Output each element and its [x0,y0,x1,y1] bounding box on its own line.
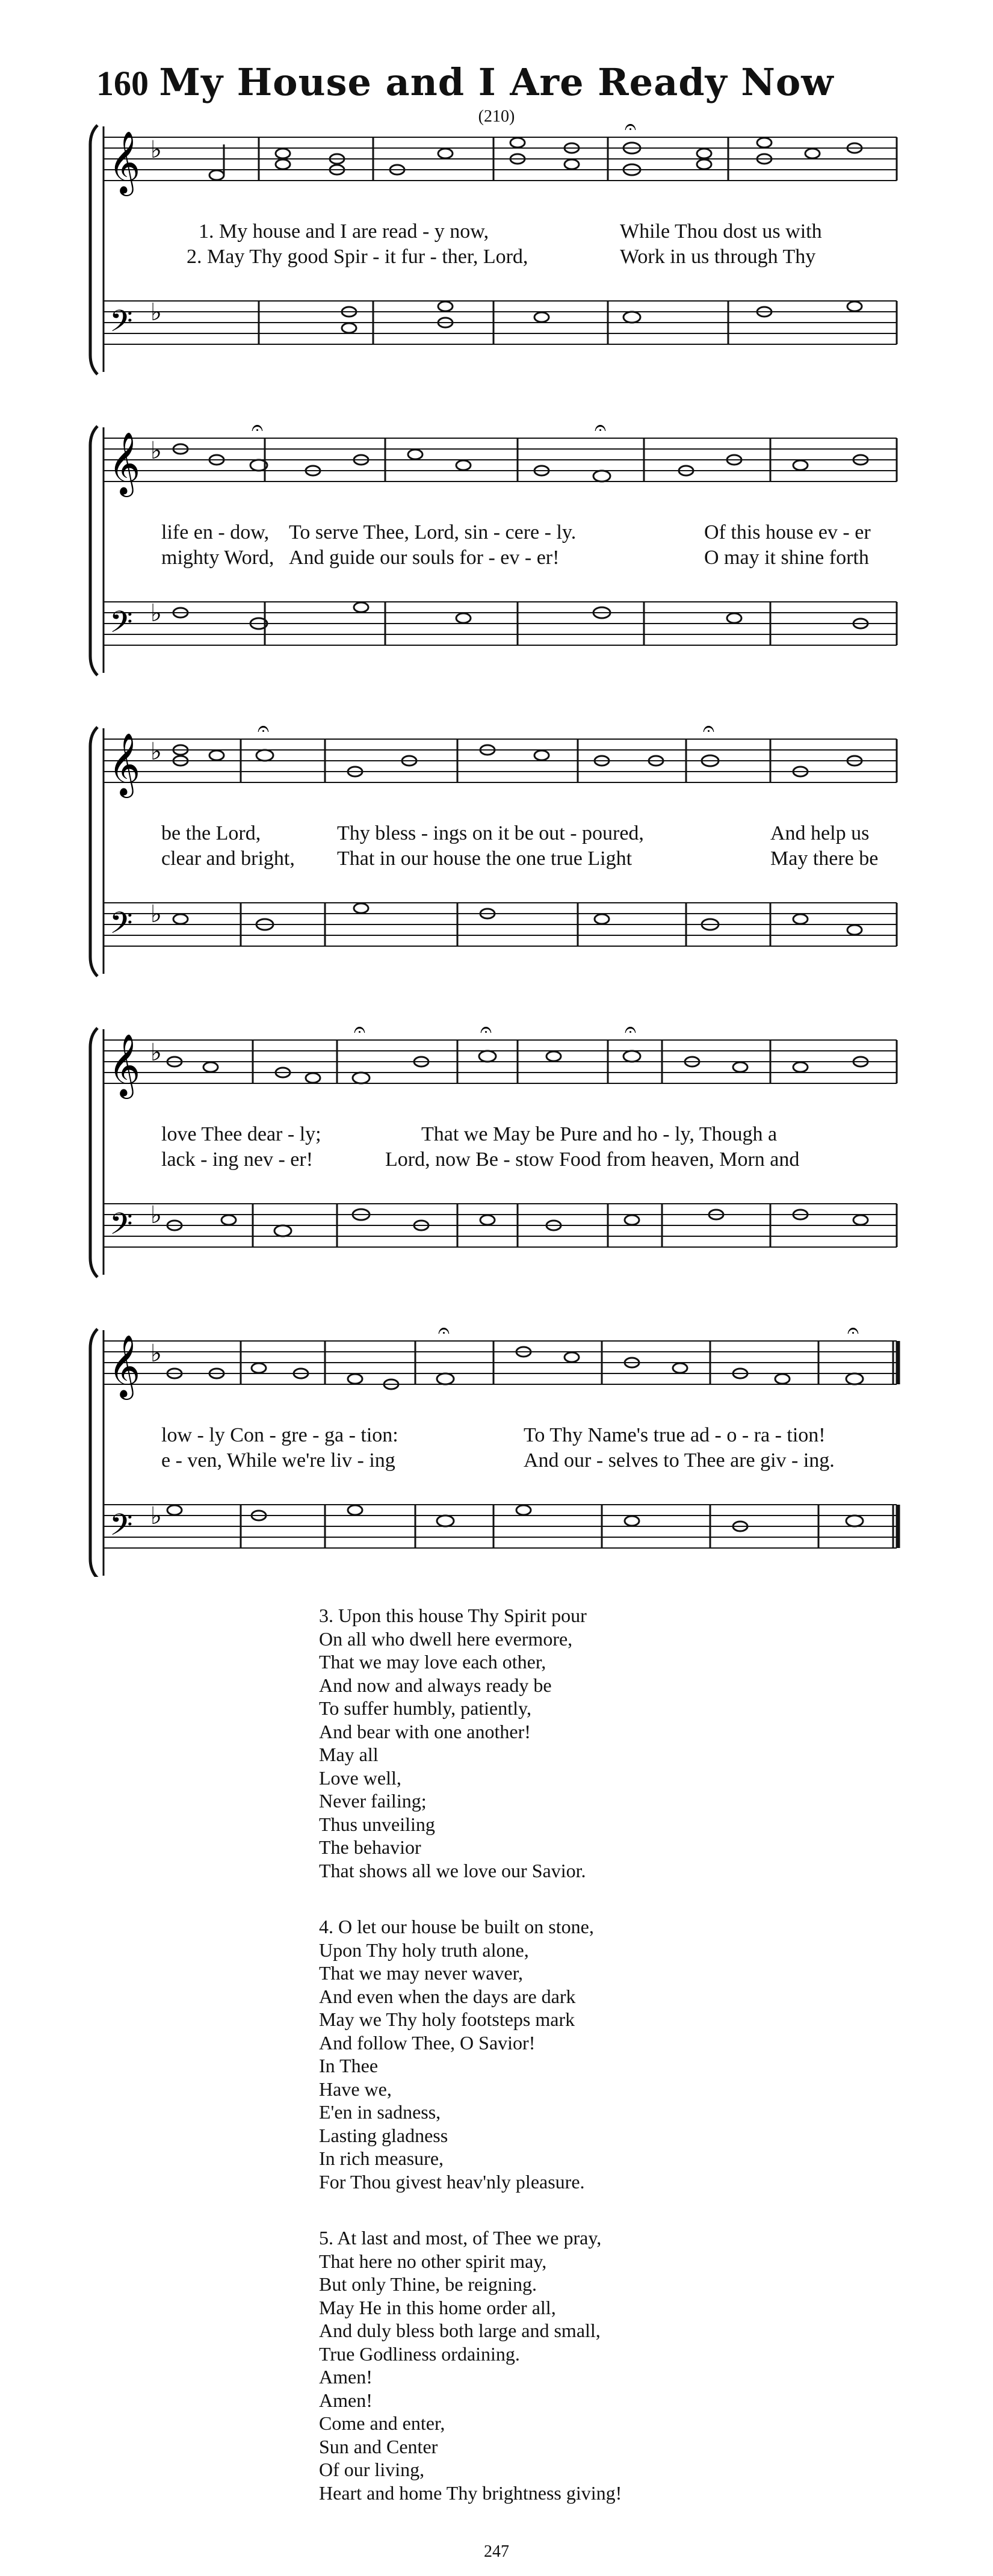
stanza-line: And follow Thee, O Savior! [319,2031,536,2054]
page-number: 247 [484,2542,509,2561]
stanza-line: E'en in sadness, [319,2101,441,2123]
bass-clef-icon: 𝄢 [110,907,133,947]
additional-stanzas [319,1604,861,2537]
stanza-line: In Thee [319,2055,379,2076]
fermata-icon: 𝄐 [595,417,606,439]
stanza-line: May we Thy holy footsteps mark [319,2008,575,2030]
stanza-line: That we may never waver, [319,1962,523,1984]
bass-staff [104,1505,897,1548]
lyric-line-verse2: Lord, now Be - stow Food from heaven, Morn and [385,1148,800,1171]
flat-key-signature-icon: ♭ [150,1201,162,1228]
treble-staff [104,137,897,181]
bass-staff [104,903,897,946]
stanza-line: 5. At last and most, of Thee we pray, [319,2227,602,2249]
flat-key-signature-icon: ♭ [150,900,162,927]
stanza-line: And now and always ready be [319,1674,552,1696]
treble-clef-icon: 𝄞 [108,434,141,494]
stanza-line: The behavior [319,1836,421,1858]
lyric-line-verse2: O may it shine forth [704,546,869,569]
stanza-line: Thus unveiling [319,1813,435,1835]
stanza-line: Upon Thy holy truth alone, [319,1939,529,1961]
treble-staff [104,739,897,782]
treble-staff [104,1341,897,1384]
stanza-line: That we may love each other, [319,1651,546,1673]
stanza-line: Love well, [319,1766,401,1789]
stanza-line: Lasting gladness [319,2124,448,2146]
flat-key-signature-icon: ♭ [150,738,162,765]
stanza-line: True Godliness ordaining. [319,2342,520,2365]
lyric-line-verse2: mighty Word, [161,546,274,569]
lyric-line-verse1: That we May be Pure and ho - ly, Though a [421,1123,778,1145]
lyric-line-verse1: Of this house ev - er [704,521,871,543]
music-system-2 [90,417,897,675]
fermata-icon: 𝄐 [480,1019,492,1041]
music-system-4 [90,1019,897,1277]
bass-clef-icon: 𝄢 [110,1208,133,1248]
lyric-line-verse1: To Thy Name's true ad - o - ra - tion! [524,1424,826,1446]
lyric-line-verse1: love Thee dear - ly; [161,1123,321,1145]
fermata-icon: 𝄐 [438,1320,450,1342]
bass-clef-icon: 𝄢 [110,1509,133,1549]
stanza-line: Of our living, [319,2459,425,2480]
lyric-line-verse2: May there be [770,847,879,870]
stanza-line: On all who dwell here evermore, [319,1627,573,1650]
stanza-line: To suffer humbly, patiently, [319,1697,531,1719]
music-system-1 [90,116,897,374]
stanza-line: 3. Upon this house Thy Spirit pour [319,1605,587,1626]
stanza-3 [319,1604,861,1882]
fermata-icon: 𝄐 [703,718,714,740]
lyric-line-verse1: And help us [770,822,870,844]
fermata-icon: 𝄐 [252,417,263,439]
lyric-line-verse2: Work in us through Thy [620,246,816,268]
stanza-line: That shows all we love our Savior. [319,1859,586,1881]
hymn-number: 160 [96,64,149,103]
fermata-icon: 𝄐 [625,1019,636,1041]
system-brace [90,1329,104,1577]
stanza-line: And duly bless both large and small, [319,2320,601,2341]
lyric-line-verse1: While Thou dost us with [620,220,822,243]
stanza-line: Amen! [319,2366,373,2388]
stanza-line: That here no other spirit may, [319,2250,547,2272]
system-brace [90,727,104,976]
flat-key-signature-icon: ♭ [150,437,162,464]
stanza-line: Amen! [319,2389,373,2411]
treble-staff [104,1040,897,1083]
bass-staff [104,602,897,645]
treble-staff [104,438,897,481]
treble-clef-icon: 𝄞 [108,1036,141,1095]
lyric-line-verse2: And our - selves to Thee are giv - ing. [524,1449,835,1472]
lyric-line-verse2: 2. May Thy good Spir - it fur - ther, Lord, [187,246,528,268]
fermata-icon: 𝄐 [354,1019,365,1041]
stanza-line: Come and enter, [319,2412,445,2434]
music-system-5 [90,1320,898,1577]
stanza-line: And even when the days are dark [319,1985,576,2007]
lyric-line-verse1: Thy bless - ings on it be out - poured, [337,822,644,844]
fermata-icon: 𝄐 [258,718,269,740]
hymn-title: My House and I Are Ready Now [159,60,834,104]
bass-staff [104,301,897,344]
stanza-4 [319,1915,861,2193]
bass-clef-icon: 𝄢 [110,305,133,345]
stanza-line: But only Thine, be reigning. [319,2273,537,2295]
lyric-line-verse2: lack - ing nev - er! [161,1148,314,1171]
stanza-line: And bear with one another! [319,1720,531,1742]
bass-staff [104,1204,897,1247]
lyric-line-verse1: be the Lord, [161,822,261,844]
stanza-line: Sun and Center [319,2435,438,2457]
stanza-line: Have we, [319,2078,392,2100]
flat-key-signature-icon: ♭ [150,299,162,326]
treble-clef-icon: 𝄞 [108,133,141,193]
fermata-icon: 𝄐 [625,116,636,138]
stanza-line: In rich measure, [319,2147,444,2169]
lyric-line-verse1: 1. My house and I are read - y now, [199,220,489,243]
flat-key-signature-icon: ♭ [150,1340,162,1367]
lyric-line-verse1: low - ly Con - gre - ga - tion: [161,1424,398,1446]
stanza-line: May all [319,1744,379,1765]
stanza-line: For Thou givest heav'nly pleasure. [319,2170,585,2193]
system-brace [90,426,104,675]
system-brace [90,1028,104,1277]
lyric-line-verse2: clear and bright, [161,847,295,870]
flat-key-signature-icon: ♭ [150,1502,162,1529]
stanza-5 [319,2226,861,2504]
stanza-line: May He in this home order all, [319,2296,556,2318]
stanza-line: 4. O let our house be built on stone, [319,1916,594,1937]
fermata-icon: 𝄐 [847,1320,859,1342]
flat-key-signature-icon: ♭ [150,136,162,163]
stanza-line: Heart and home Thy brightness giving! [319,2482,622,2504]
treble-clef-icon: 𝄞 [108,735,141,794]
tune-reference: (210) [478,107,515,126]
lyric-line-verse1: To serve Thee, Lord, sin - cere - ly. [289,521,577,543]
flat-key-signature-icon: ♭ [150,1039,162,1066]
lyric-line-verse2: That in our house the one true Light [337,847,633,870]
bass-clef-icon: 𝄢 [110,606,133,646]
lyric-line-verse1: life en - dow, [161,521,270,543]
flat-key-signature-icon: ♭ [150,599,162,627]
lyric-line-verse2: And guide our souls for - ev - er! [289,546,560,569]
lyric-line-verse2: e - ven, While we're liv - ing [161,1449,395,1472]
music-system-3 [90,718,897,976]
system-brace [90,125,104,374]
stanza-line: Never failing; [319,1790,427,1812]
treble-clef-icon: 𝄞 [108,1337,141,1396]
